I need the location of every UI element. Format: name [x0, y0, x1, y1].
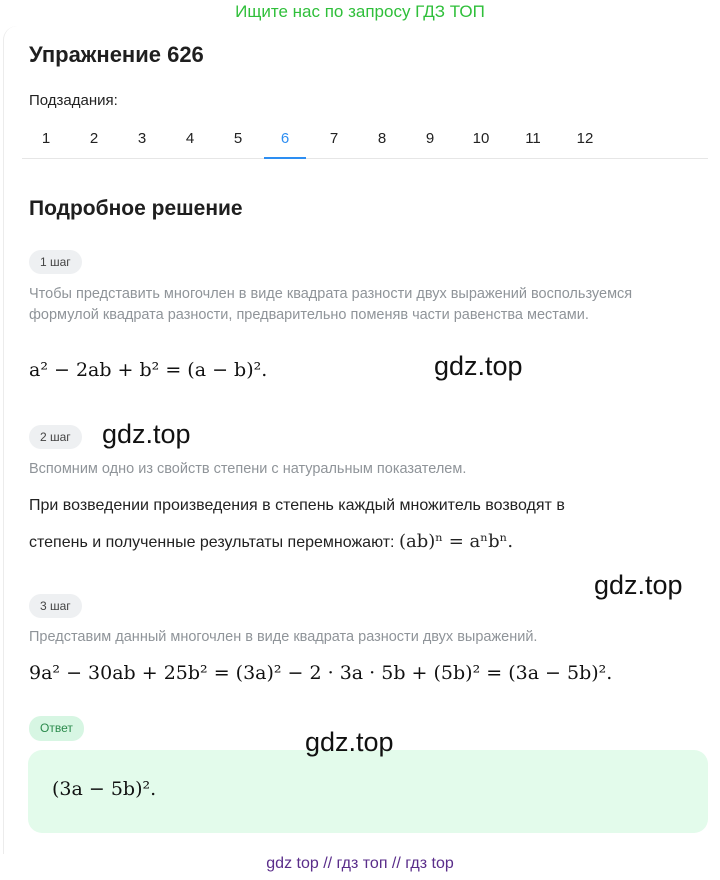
step-2-formula: (ab)ⁿ = aⁿbⁿ. — [398, 531, 514, 552]
tab-6[interactable]: 6 — [264, 122, 306, 159]
watermark: gdz.top — [102, 419, 191, 449]
exercise-title: Упражнение 626 — [29, 42, 204, 67]
solution-title: Подробное решение — [29, 197, 243, 220]
step-1-formula: a² − 2ab + b² = (a − b)². — [29, 359, 268, 381]
step-1-hint: Чтобы представить многочлен в виде квадрата разности двух выражений воспользуемся формулой квадрата разности, предварительно поменяв части равенства местами. — [29, 286, 633, 323]
watermark: gdz.top — [594, 570, 683, 600]
step-2-hint: Вспомним одно из свойств степени с натуральным показателем. — [29, 461, 467, 477]
step-3-hint: Представим данный многочлен в виде квадрата разности двух выражений. — [29, 629, 538, 645]
subtask-tabs — [22, 122, 708, 159]
tab-9[interactable]: 9 — [425, 130, 435, 147]
tab-7[interactable]: 7 — [329, 130, 339, 147]
tab-2[interactable]: 2 — [89, 130, 99, 147]
step-2-text-line-1: При возведении произведения в степень каждый множитель возводят в — [29, 497, 565, 514]
step-2-text-line-2-wrap — [29, 532, 689, 553]
subtasks-label: Подзадания: — [29, 92, 118, 109]
step-2-badge: 2 шаг — [29, 425, 82, 449]
step-3-badge: 3 шаг — [29, 594, 82, 618]
tab-8[interactable]: 8 — [377, 130, 387, 147]
tab-1[interactable]: 1 — [41, 130, 51, 147]
tab-11[interactable]: 11 — [525, 130, 541, 147]
step-1-badge: 1 шаг — [29, 250, 82, 274]
watermark: gdz.top — [305, 727, 394, 757]
step-2-text-line-2: степень и полученные результаты перемножают: — [29, 534, 395, 551]
footer-links[interactable]: gdz top // гдз топ // гдз top — [266, 855, 454, 872]
tab-4[interactable]: 4 — [185, 130, 195, 147]
answer-formula: (3a − 5b)². — [52, 778, 157, 800]
watermark: gdz.top — [434, 351, 523, 381]
tab-3[interactable]: 3 — [137, 130, 147, 147]
answer-badge: Ответ — [29, 716, 84, 741]
step-3-formula: 9a² − 30ab + 25b² = (3a)² − 2 · 3a · 5b + (5b)² = (3a − 5b)². — [29, 662, 613, 684]
tab-5[interactable]: 5 — [233, 130, 243, 147]
top-banner[interactable]: Ищите нас по запросу ГДЗ ТОП — [235, 2, 485, 21]
tab-10[interactable]: 10 — [472, 130, 490, 147]
tab-12[interactable]: 12 — [576, 130, 594, 147]
